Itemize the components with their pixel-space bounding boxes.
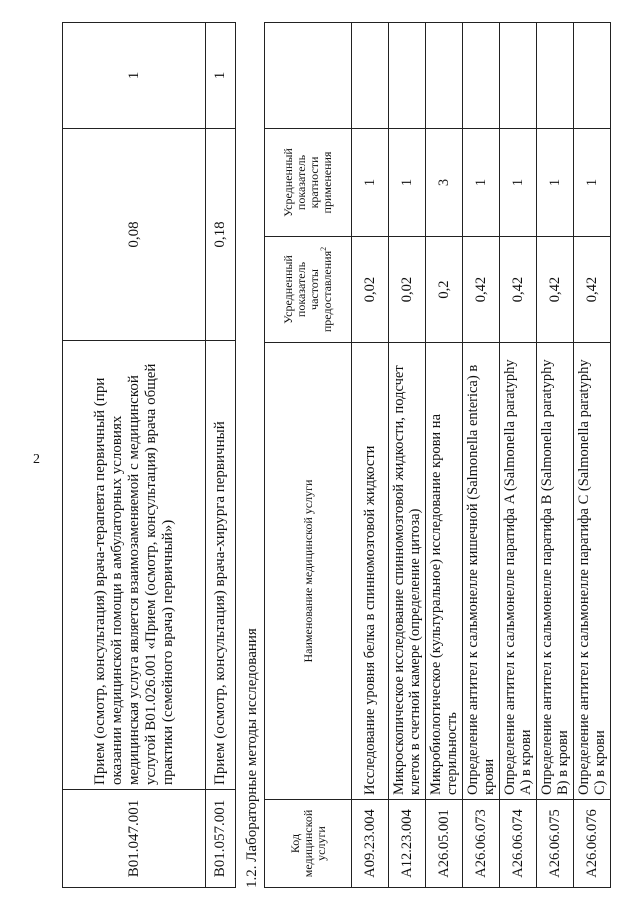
service-code: A09.23.004 [352,800,389,888]
multiplicity-value: 1 [389,129,426,237]
multiplicity-value: 1 [537,129,574,237]
multiplicity-value: 1 [463,129,500,237]
table-row [574,23,611,888]
frequency-value: 0,08 [63,129,206,341]
table-row [463,23,500,888]
service-code: A12.23.004 [389,800,426,888]
empty-column-header [265,23,352,129]
frequency-value: 0,42 [463,237,500,343]
table-row [426,23,463,888]
multiplicity-value: 1 [63,23,206,129]
section-title: 1.2. Лабораторные методы исследования [244,628,260,888]
service-name: Микробиологическое (культуральное) исследование крови на стерильность [426,343,463,800]
service-code: A26.06.076 [574,800,611,888]
header-code: Код медицинской услуги [265,800,352,888]
frequency-value: 0,42 [500,237,537,343]
service-name: Определение антител к сальмонелле паратифа A (Salmonella paratyphy A) в крови [500,343,537,800]
frequency-value: 0,02 [389,237,426,343]
table-row [389,23,426,888]
service-name: Определение антител к сальмонелле паратифа C (Salmonella paratyphy C) в крови [574,343,611,800]
table-row [500,23,537,888]
frequency-value: 0,42 [537,237,574,343]
multiplicity-value: 1 [500,129,537,237]
multiplicity-value: 3 [426,129,463,237]
empty-cell [537,23,574,129]
rotated-page-content [62,18,608,888]
service-code: A26.06.074 [500,800,537,888]
table-row [63,23,206,888]
frequency-value: 0,02 [352,237,389,343]
multiplicity-value: 1 [574,129,611,237]
empty-cell [574,23,611,129]
service-name: Определение антител к сальмонелле паратифа B (Salmonella paratyphy B) в крови [537,343,574,800]
header-multiplicity: Усредненный показатель кратности применения [265,129,352,237]
table-row [352,23,389,888]
service-code: A26.06.073 [463,800,500,888]
empty-cell [426,23,463,129]
service-name: Прием (осмотр, консультация) врача-хирурга первичный [206,341,236,790]
service-code: B01.057.001 [206,790,236,888]
service-name: Прием (осмотр, консультация) врача-терапевта первичный (при оказании медицинской помощи в амбулаторных условиях медицинская услуга является взаимозаменяемой с медицинской услугой B01.026.001 «Прием (осмотр, консультация) врача общей практики (семейного врача) первичный») [63,341,206,790]
frequency-value: 0,2 [426,237,463,343]
lab-methods-table [264,22,611,888]
table-header-row [265,23,352,888]
empty-cell [500,23,537,129]
service-name: Исследование уровня белка в спинномозговой жидкости [352,343,389,800]
service-name: Микроскопическое исследование спинномозговой жидкости, подсчет клеток в счетной камере (определение цитоза) [389,343,426,800]
service-code: B01.047.001 [63,790,206,888]
empty-cell [463,23,500,129]
service-name: Определение антител к сальмонелле кишечной (Salmonella enterica) в крови [463,343,500,800]
multiplicity-value: 1 [206,23,236,129]
empty-cell [389,23,426,129]
page-number: 2 [33,452,40,467]
empty-cell [352,23,389,129]
consultations-table [62,22,236,888]
frequency-value: 0,42 [574,237,611,343]
service-code: A26.05.001 [426,800,463,888]
table-row [206,23,236,888]
service-code: A26.06.075 [537,800,574,888]
table-row [537,23,574,888]
frequency-value: 0,18 [206,129,236,341]
header-frequency-text: Усредненный показатель частоты предоставления [281,250,334,333]
header-name: Наименование медицинской услуги [265,343,352,800]
multiplicity-value: 1 [352,129,389,237]
footnote-marker: 2 [319,246,328,251]
header-frequency [265,237,352,343]
